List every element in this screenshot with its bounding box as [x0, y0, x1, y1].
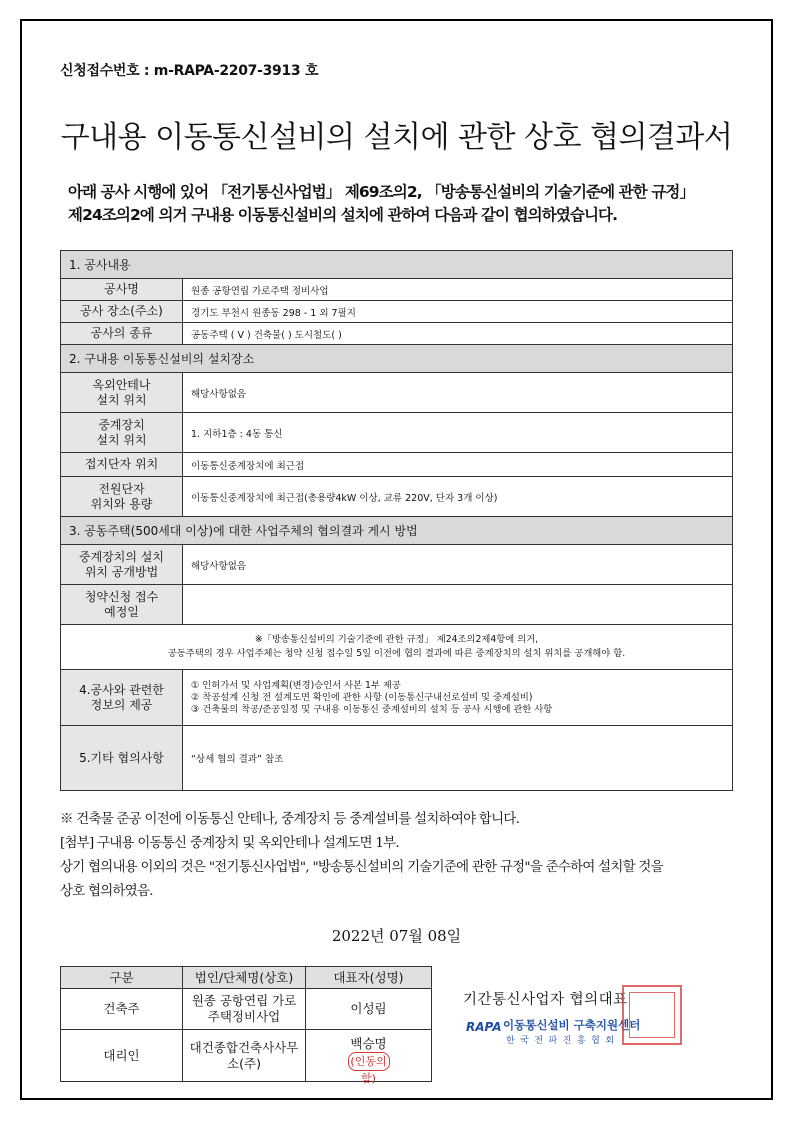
info-provision-label-line-1: 4.공사와 관련한 [79, 682, 164, 697]
subscription-date-value [183, 585, 733, 625]
builder-rep: 이성림 [306, 989, 432, 1030]
closing-note-4: 상호 협의하였음. [60, 884, 153, 899]
power-terminal-label-line-1: 전원단자 [98, 481, 145, 496]
repeater-location-label-line-2: 설치 위치 [96, 432, 147, 447]
info-provision-label [61, 670, 183, 726]
document-title: 구내용 이동통신설비의 설치에 관한 상호 협의결과서 [60, 120, 733, 155]
disclosure-method-label-line-1: 중계장치의 설치 [79, 549, 164, 564]
closing-note-2: [첨부] 구내용 이동통신 중계장치 및 옥외안테나 설계도면 1부. [60, 836, 399, 851]
builder-name-line-2: 주택정비사업 [207, 1009, 281, 1024]
disclosure-method-label-line-2: 위치 공개방법 [84, 564, 159, 579]
section-3-note-line-2: 공동주택의 경우 사업주체는 청약 신청 접수일 5일 이전에 협의 결과에 따른 중계장치의 설치 위치를 공개해야 함. [167, 648, 626, 659]
intro-line-1: 아래 공사 시행에 있어 「전기통신사업법」 제69조의2, 「방송통신설비의 기술기준에 관한 규정」 [68, 183, 695, 201]
sign-header-rep: 대표자(성명) [306, 967, 432, 989]
disclosure-method-label [61, 545, 183, 585]
agent-rep-cell [306, 1030, 432, 1085]
rapa-logo-icon: RAPA [466, 1020, 502, 1034]
closing-note-1: ※ 건축물 준공 이전에 이동통신 안테나, 중계장치 등 중계설비를 설치하여야 합니다. [60, 812, 520, 827]
ground-terminal-label: 접지단자 위치 [61, 453, 183, 477]
agent-type: 대리인 [61, 1030, 183, 1082]
agent-name-line-1: 대건종합건축사사무 [189, 1039, 299, 1055]
application-number: 신청접수번호 : m-RAPA-2207-3913 호 [60, 63, 319, 79]
agent-rep: 백승명 [350, 1036, 387, 1051]
power-terminal-label [61, 477, 183, 517]
document-date: 2022년 07월 08일 [331, 927, 462, 945]
sign-header-type: 구분 [61, 967, 183, 989]
builder-name [183, 989, 306, 1030]
project-name-value: 원종 공항연립 가로주택 정비사업 [183, 279, 733, 301]
info-provision-item-3: ③ 건축물의 착공/준공일정 및 구내용 이동통신 중계설비의 설치 등 공사 시행에 관한 사항 [191, 703, 553, 715]
disclosure-method-value: 해당사항없음 [183, 545, 733, 585]
power-terminal-value: 이동통신중계장치에 최근접(총용량4kW 이상, 교류 220V, 단자 3개 이상) [183, 477, 733, 517]
section-2-header: 2. 구내용 이동통신설비의 설치장소 [61, 345, 733, 373]
closing-notes [60, 808, 750, 904]
section-3-header: 3. 공동주택(500세대 이상)에 대한 사업주체의 협의결과 게시 방법 [61, 517, 733, 545]
rapa-center-name: 이동통신설비 구축지원센터 [503, 1018, 641, 1032]
outdoor-antenna-label-line-2: 설치 위치 [96, 392, 147, 407]
repeater-location-value: 1. 지하1층 : 4동 통신 [183, 413, 733, 453]
project-address-value: 경기도 부천시 원종동 298 - 1 외 7필지 [183, 301, 733, 323]
other-agreement-value: “상세 협의 결과” 참조 [183, 726, 733, 791]
section-3-note [61, 625, 733, 670]
project-address-label: 공사 장소(주소) [61, 301, 183, 323]
outdoor-antenna-label-line-1: 옥외안테나 [92, 377, 151, 392]
builder-name-line-1: 원종 공항연립 가로 [191, 993, 297, 1008]
intro-line-2: 제24조의2에 의거 구내용 이동통신설비의 설치에 관하여 다음과 같이 협의하였습니다. [68, 206, 618, 224]
info-provision-item-1: ① 인허가서 및 사업계획(변경)승인서 사본 1부 제공 [191, 679, 401, 691]
carrier-representative-label: 기간통신사업자 협의대표 [463, 992, 628, 1008]
sign-header-name: 법인/단체명(상호) [183, 967, 306, 989]
other-agreement-label: 5.기타 협의사항 [61, 726, 183, 791]
info-provision-list [183, 670, 733, 726]
info-provision-item-2: ② 착공설계 신청 전 설계도면 확인에 관한 사항 (이동통신구내선로설비 및 중계설비) [191, 691, 533, 703]
subscription-date-label [61, 585, 183, 625]
agent-seal-stamp: (인동의함) [348, 1052, 390, 1071]
section-1-header: 1. 공사내용 [61, 251, 733, 279]
intro-text [68, 181, 748, 227]
outdoor-antenna-label [61, 373, 183, 413]
agent-name-line-2: 소(주) [227, 1055, 261, 1071]
agent-name [183, 1030, 306, 1082]
rapa-association-name: 한국전파진흥협회 [506, 1036, 620, 1046]
builder-type: 건축주 [61, 989, 183, 1030]
closing-note-3: 상기 협의내용 이외의 것은 "전기통신사업법", "방송통신설비의 기술기준에 관한 규정"을 준수하여 설치할 것을 [60, 860, 663, 875]
repeater-location-label [61, 413, 183, 453]
power-terminal-label-line-2: 위치와 용량 [90, 496, 153, 511]
project-name-label: 공사명 [61, 279, 183, 301]
ground-terminal-value: 이동통신중계장치에 최근접 [183, 453, 733, 477]
signature-table [60, 966, 432, 1085]
repeater-location-label-line-1: 중계장치 [98, 417, 145, 432]
official-seal-icon [622, 985, 682, 1045]
project-type-value: 공동주택 ( V ) 건축물( ) 도시철도( ) [183, 323, 733, 345]
outdoor-antenna-value: 해당사항없음 [183, 373, 733, 413]
section-3-note-line-1: ※「방송통신설비의 기술기준에 관한 규정」 제24조의2제4항에 의거, [254, 634, 539, 645]
info-provision-label-line-2: 정보의 제공 [90, 697, 153, 712]
subscription-date-label-line-2: 예정일 [104, 604, 139, 619]
project-type-label: 공사의 종류 [61, 323, 183, 345]
agreement-table [60, 250, 733, 791]
subscription-date-label-line-1: 청약신청 접수 [84, 589, 159, 604]
